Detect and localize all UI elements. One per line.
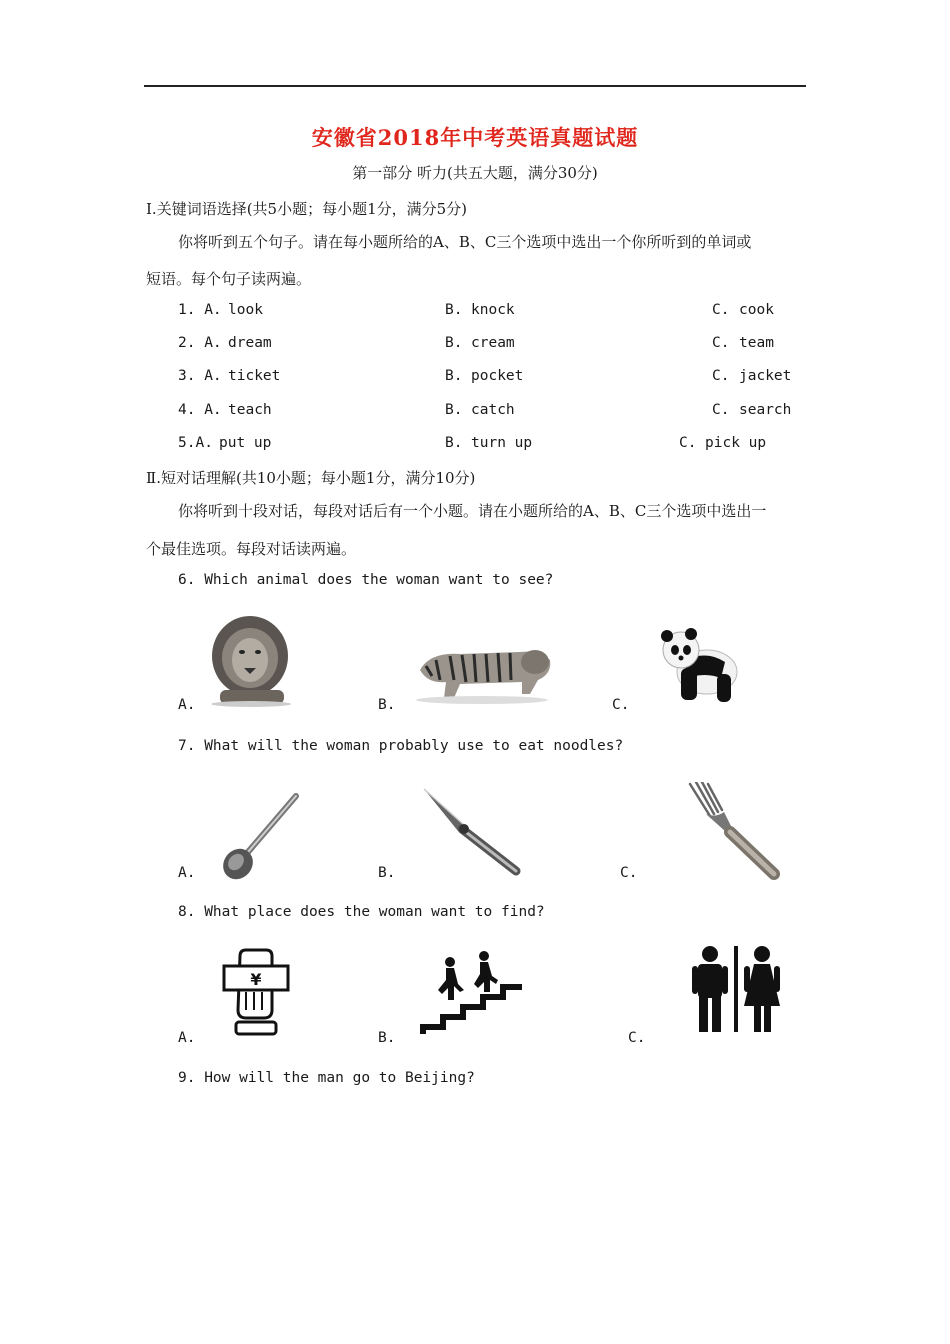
- option-a: dream: [228, 335, 272, 351]
- option-b-label: B.: [445, 302, 463, 318]
- question-9: 9. How will the man go to Beijing?: [178, 1070, 475, 1086]
- option-a-label: A.: [178, 697, 196, 713]
- option-a: ticket: [228, 368, 281, 384]
- panda-image: [655, 620, 745, 708]
- option-c: team: [739, 335, 774, 351]
- option-b: pocket: [471, 368, 524, 384]
- option-a: put up: [219, 435, 272, 451]
- option-c-label: C.: [620, 865, 638, 881]
- option-a: look: [228, 302, 263, 318]
- option-b: turn up: [471, 435, 533, 451]
- option-c-label: C.: [712, 302, 730, 318]
- section-2-intro-line2: 个最佳选项。每段对话读两遍。: [146, 540, 357, 558]
- option-b: knock: [471, 302, 515, 318]
- option-c-label: C.: [712, 335, 730, 351]
- question-6: 6. Which animal does the woman want to see?: [178, 572, 554, 588]
- item-number: 4. A.: [178, 402, 222, 418]
- section-1-intro-line2: 短语。每个句子读两遍。: [146, 270, 312, 288]
- spoon-image: [218, 790, 302, 882]
- fork-image: [684, 782, 784, 880]
- section-1-heading: Ⅰ.关键词语选择(共5小题；每小题1分，满分5分): [146, 200, 468, 218]
- section-2-intro-line1: 你将听到十段对话，每段对话后有一个小题。请在小题所给的A、B、C三个选项中选出一: [178, 502, 767, 520]
- header-rule: [144, 85, 806, 87]
- option-c-label: C.: [712, 368, 730, 384]
- option-c-label: C.: [612, 697, 630, 713]
- stairs-image: [418, 950, 524, 1036]
- restroom-image: [676, 944, 788, 1036]
- option-b: cream: [471, 335, 515, 351]
- item-number: 1. A.: [178, 302, 222, 318]
- lion-image: [206, 612, 296, 708]
- option-c: search: [739, 402, 792, 418]
- money-exchange-image: [220, 948, 292, 1038]
- part-subtitle: 第一部分 听力(共五大题，满分30分): [352, 164, 598, 182]
- item-number: 3. A.: [178, 368, 222, 384]
- option-b-label: B.: [445, 435, 463, 451]
- item-number: 5.A.: [178, 435, 213, 451]
- question-7: 7. What will the woman probably use to eat noodles?: [178, 738, 624, 754]
- option-a-label: A.: [178, 865, 196, 881]
- option-b: catch: [471, 402, 515, 418]
- tiger-image: [410, 630, 556, 706]
- option-c-label: C.: [679, 435, 697, 451]
- option-c: cook: [739, 302, 774, 318]
- item-number: 2. A.: [178, 335, 222, 351]
- option-c-label: C.: [628, 1030, 646, 1046]
- knife-image: [420, 785, 524, 877]
- section-1-intro-line1: 你将听到五个句子。请在每小题所给的A、B、C三个选项中选出一个你所听到的单词或: [178, 233, 752, 251]
- yen-sign: ¥: [250, 970, 262, 989]
- option-b-label: B.: [378, 697, 396, 713]
- option-b-label: B.: [445, 368, 463, 384]
- option-c-label: C.: [712, 402, 730, 418]
- option-a: teach: [228, 402, 272, 418]
- option-c: pick up: [705, 435, 767, 451]
- option-b-label: B.: [378, 865, 396, 881]
- option-b-label: B.: [445, 402, 463, 418]
- page-title: 安徽省2018年中考英语真题试题: [311, 125, 639, 150]
- option-b-label: B.: [378, 1030, 396, 1046]
- option-c: jacket: [739, 368, 792, 384]
- option-a-label: A.: [178, 1030, 196, 1046]
- section-2-heading: Ⅱ.短对话理解(共10小题；每小题1分，满分10分): [146, 469, 476, 487]
- question-8: 8. What place does the woman want to find?: [178, 904, 545, 920]
- option-b-label: B.: [445, 335, 463, 351]
